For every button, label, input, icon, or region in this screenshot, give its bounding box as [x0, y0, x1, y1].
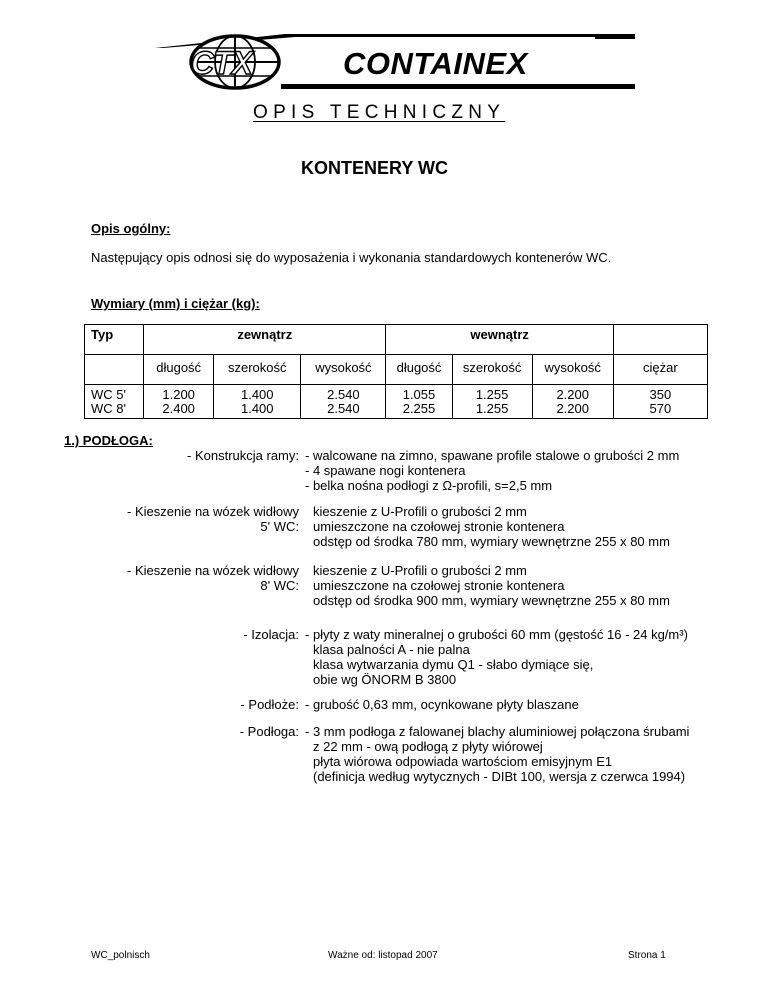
- cell-value: 1.255: [475, 387, 509, 402]
- doc-type-heading: OPIS TECHNICZNY: [253, 102, 506, 123]
- spec-line: odstęp od środka 780 mm, wymiary wewnętrzne 255 x 80 mm: [313, 534, 670, 549]
- value-cell: [613, 385, 707, 419]
- empty-header-cell: [613, 325, 707, 355]
- spec-line: (definicja według wytycznych - DIBt 100, wersja z czerwca 1994): [313, 769, 686, 784]
- cell-value: 350: [649, 387, 672, 402]
- value-cell: [144, 385, 214, 419]
- subheader-cell: długość: [144, 355, 214, 385]
- footer-valid-from: Ważne od: listopad 2007: [328, 950, 438, 961]
- flooring-lines: [305, 724, 689, 784]
- spec-line: umieszczone na czołowej stronie kontenera: [313, 578, 565, 593]
- table-subheader-row: [85, 355, 708, 385]
- cell-value: 1.255: [475, 401, 509, 416]
- group-outside-header: zewnątrz: [144, 325, 386, 355]
- general-heading: Opis ogólny:: [91, 221, 171, 236]
- table-data-row: [85, 385, 708, 419]
- label-line: 8' WC:: [260, 578, 299, 593]
- logo-brand: CONTAINEX: [343, 46, 528, 81]
- insulation-label: - Izolacja:: [243, 627, 299, 642]
- cell-value: 2.540: [327, 387, 360, 402]
- subheader-cell: wysokość: [532, 355, 613, 385]
- empty-cell: [85, 355, 144, 385]
- cell-value: 1.200: [162, 387, 195, 402]
- forklift-5-label: [127, 504, 299, 534]
- spec-line: kieszenie z U-Profili o grubości 2 mm: [313, 563, 527, 578]
- floor-heading: 1.) PODŁOGA:: [64, 433, 153, 448]
- spec-line: obie wg ÖNORM B 3800: [313, 672, 457, 687]
- label-line: - Kieszenie na wózek widłowy: [127, 563, 299, 578]
- spec-line: kieszenie z U-Profili o grubości 2 mm: [313, 504, 527, 519]
- logo-mark: CTX: [191, 45, 252, 81]
- containex-logo: [155, 32, 635, 102]
- value-cell: [386, 385, 452, 419]
- table-group-header-row: [85, 325, 708, 355]
- spec-line: klasa wytwarzania dymu Q1 - słabo dymiące się,: [313, 657, 594, 672]
- label-line: - Kieszenie na wózek widłowy: [127, 504, 299, 519]
- frame-lines: [305, 448, 679, 493]
- cell-value: 2.200: [556, 401, 589, 416]
- spec-line: - 3 mm podłoga z falowanej blachy aluminiowej połączona śrubami: [305, 724, 690, 739]
- cell-value: 2.400: [162, 401, 195, 416]
- col-type-header: Typ: [85, 325, 144, 355]
- page-title: KONTENERY WC: [301, 158, 449, 178]
- group-inside-header: wewnątrz: [386, 325, 613, 355]
- forklift-8-lines: [313, 563, 670, 608]
- subheader-cell: szerokość: [214, 355, 301, 385]
- spec-line: - belka nośna podłogi z Ω-profili, s=2,5 mm: [305, 478, 553, 493]
- forklift-5-lines: [313, 504, 670, 549]
- spec-line: - płyty z waty mineralnej o grubości 60 mm (gęstość 16 - 24 kg/m³): [305, 627, 688, 642]
- flooring-label: - Podłoga:: [239, 724, 299, 739]
- subfloor-label: - Podłoże:: [240, 697, 299, 712]
- label-line: 5' WC:: [260, 519, 299, 534]
- footer-page-number: Strona 1: [628, 950, 666, 961]
- cell-value: 2.540: [327, 401, 360, 416]
- footer-filename: WC_polnisch: [91, 950, 150, 961]
- subheader-cell: długość: [386, 355, 452, 385]
- dimensions-table: [84, 324, 708, 419]
- type-value: WC 5': [91, 387, 126, 402]
- value-cell: [214, 385, 301, 419]
- frame-label: - Konstrukcja ramy:: [187, 448, 299, 463]
- spec-line: odstęp od środka 900 mm, wymiary wewnętrzne 255 x 80 mm: [313, 593, 670, 608]
- subheader-cell: szerokość: [452, 355, 532, 385]
- value-cell: [532, 385, 613, 419]
- subfloor-lines: [305, 697, 579, 712]
- insulation-lines: [305, 627, 688, 687]
- cell-value: 570: [649, 401, 672, 416]
- cell-value: 2.255: [402, 401, 436, 416]
- cell-value: 1.055: [402, 387, 436, 402]
- cell-value: 1.400: [240, 401, 274, 416]
- spec-line: z 22 mm - ową podłogą z płyty wiórowej: [313, 739, 543, 754]
- type-value: WC 8': [91, 401, 126, 416]
- general-text: Następujący opis odnosi się do wyposażenia i wykonania standardowych kontenerów WC.: [91, 250, 612, 265]
- value-cell: [452, 385, 532, 419]
- spec-line: klasa palności A - nie palna: [313, 642, 470, 657]
- forklift-8-label: [127, 563, 299, 593]
- spec-line: płyta wiórowa odpowiada wartościom emisyjnym E1: [313, 754, 613, 769]
- spec-line: - walcowane na zimno, spawane profile stalowe o grubości 2 mm: [305, 448, 680, 463]
- spec-line: - grubość 0,63 mm, ocynkowane płyty blaszane: [305, 697, 579, 712]
- subheader-cell: ciężar: [613, 355, 707, 385]
- dimensions-heading: Wymiary (mm) i ciężar (kg):: [91, 296, 260, 311]
- cell-value: 1.400: [240, 387, 274, 402]
- cell-value: 2.200: [556, 387, 589, 402]
- type-cell: [85, 385, 144, 419]
- value-cell: [301, 385, 386, 419]
- spec-line: - 4 spawane nogi kontenera: [305, 463, 466, 478]
- spec-line: umieszczone na czołowej stronie kontenera: [313, 519, 565, 534]
- subheader-cell: wysokość: [301, 355, 386, 385]
